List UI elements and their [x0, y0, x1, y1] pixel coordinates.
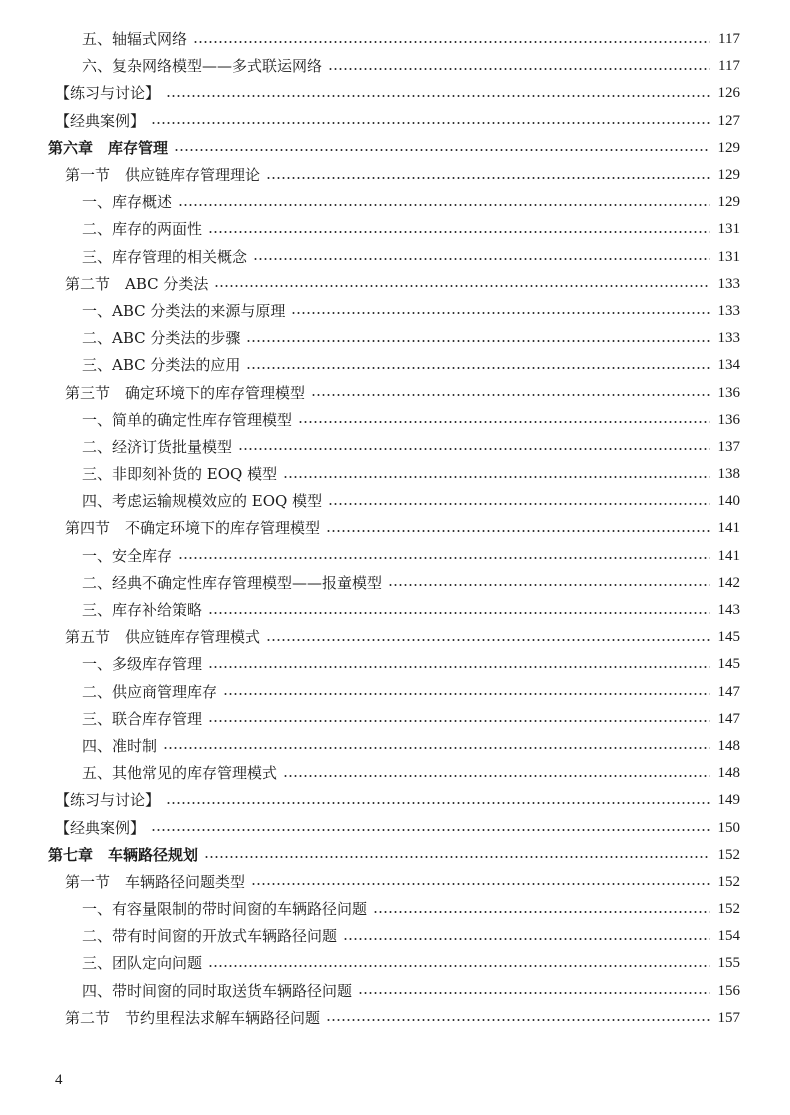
- dot-leader: [283, 775, 710, 777]
- toc-subsection: [0, 189, 790, 216]
- toc-subsection: [0, 434, 790, 461]
- toc-entry-title: 第二节 节约里程法求解车辆路径问题: [65, 1008, 321, 1027]
- dot-leader: [358, 992, 710, 994]
- dot-leader: [223, 693, 710, 695]
- toc-entry-title: 一、简单的确定性库存管理模型: [82, 410, 293, 429]
- dot-leader: [208, 231, 710, 233]
- toc-subsection: [0, 53, 790, 80]
- toc-entry-title: 第六章 库存管理: [48, 138, 169, 157]
- dot-leader: [266, 639, 710, 641]
- dot-leader: [251, 883, 710, 885]
- table-of-contents: [0, 26, 790, 1032]
- dot-leader: [328, 68, 710, 70]
- toc-entry-page: 133: [717, 330, 740, 347]
- toc-section: [0, 624, 790, 651]
- toc-entry-title: 第七章 车辆路径规划: [48, 845, 199, 864]
- toc-entry-page: 152: [717, 901, 740, 918]
- toc-section: [0, 379, 790, 406]
- toc-subsection: [0, 325, 790, 352]
- dot-leader: [193, 41, 710, 43]
- toc-entry-title: 一、库存概述: [82, 193, 173, 212]
- toc-entry-page: 152: [717, 846, 740, 863]
- toc-entry-title: 第五节 供应链库存管理模式: [65, 628, 261, 647]
- toc-section: [0, 1005, 790, 1032]
- toc-entry-page: 129: [717, 194, 740, 211]
- dot-leader: [208, 965, 710, 967]
- dot-leader: [266, 177, 710, 179]
- toc-entry-title: 第一节 供应链库存管理理论: [65, 166, 261, 185]
- toc-entry-page: 157: [717, 1009, 740, 1026]
- dot-leader: [253, 258, 710, 260]
- toc-section: [0, 515, 790, 542]
- toc-entry-page: 142: [717, 574, 740, 591]
- toc-subsection: [0, 407, 790, 434]
- dot-leader: [343, 938, 710, 940]
- toc-entry-title: 三、团队定向问题: [82, 954, 203, 973]
- toc-subsection: [0, 896, 790, 923]
- toc-entry-page: 145: [717, 629, 740, 646]
- toc-subsection: [0, 488, 790, 515]
- toc-entry-title: 五、轴辐式网络: [82, 30, 188, 49]
- toc-subsection: [0, 26, 790, 53]
- dot-leader: [388, 584, 710, 586]
- toc-entry-page: 148: [717, 737, 740, 754]
- toc-extra: [0, 814, 790, 841]
- toc-entry-title: 【经典案例】: [55, 818, 146, 837]
- toc-subsection: [0, 706, 790, 733]
- toc-entry-title: 三、ABC 分类法的应用: [82, 356, 241, 375]
- toc-entry-page: 147: [717, 710, 740, 727]
- toc-entry-title: 三、联合库存管理: [82, 709, 203, 728]
- toc-entry-title: 五、其他常见的库存管理模式: [82, 764, 278, 783]
- dot-leader: [326, 530, 710, 532]
- toc-section: [0, 162, 790, 189]
- dot-leader: [208, 720, 710, 722]
- toc-entry-title: 【经典案例】: [55, 111, 146, 130]
- toc-subsection: [0, 923, 790, 950]
- toc-entry-title: 第一节 车辆路径问题类型: [65, 872, 246, 891]
- toc-entry-title: 第三节 确定环境下的库存管理模型: [65, 383, 306, 402]
- toc-entry-page: 117: [718, 58, 740, 75]
- toc-entry-page: 131: [717, 248, 740, 265]
- toc-entry-page: 156: [717, 982, 740, 999]
- dot-leader: [373, 911, 710, 913]
- toc-entry-page: 133: [717, 302, 740, 319]
- toc-entry-title: 第二节 ABC 分类法: [65, 274, 209, 293]
- toc-entry-title: 三、库存管理的相关概念: [82, 247, 248, 266]
- toc-subsection: [0, 244, 790, 271]
- toc-entry-page: 147: [717, 683, 740, 700]
- toc-entry-page: 145: [717, 656, 740, 673]
- toc-subsection: [0, 733, 790, 760]
- toc-entry-page: 143: [717, 602, 740, 619]
- toc-entry-title: 一、多级库存管理: [82, 655, 203, 674]
- toc-entry-title: 四、考虑运输规模效应的 EOQ 模型: [82, 492, 323, 511]
- toc-chapter: [0, 135, 790, 162]
- toc-entry-page: 148: [717, 765, 740, 782]
- dot-leader: [246, 340, 710, 342]
- toc-subsection: [0, 216, 790, 243]
- toc-entry-page: 154: [717, 928, 740, 945]
- toc-subsection: [0, 461, 790, 488]
- toc-entry-page: 129: [717, 139, 740, 156]
- toc-entry-page: 134: [717, 357, 740, 374]
- toc-entry-page: 141: [717, 520, 740, 537]
- toc-subsection: [0, 597, 790, 624]
- dot-leader: [208, 666, 710, 668]
- dot-leader: [204, 856, 710, 858]
- toc-entry-title: 二、带有时间窗的开放式车辆路径问题: [82, 927, 338, 946]
- toc-entry-page: 155: [717, 955, 740, 972]
- toc-entry-title: 【练习与讨论】: [55, 791, 161, 810]
- toc-entry-title: 六、复杂网络模型——多式联运网络: [82, 57, 323, 76]
- page-number: 4: [55, 1072, 63, 1088]
- toc-subsection: [0, 978, 790, 1005]
- dot-leader: [246, 367, 710, 369]
- dot-leader: [151, 122, 710, 124]
- toc-subsection: [0, 679, 790, 706]
- toc-entry-title: 第四节 不确定环境下的库存管理模型: [65, 519, 321, 538]
- toc-subsection: [0, 651, 790, 678]
- toc-entry-page: 149: [717, 792, 740, 809]
- toc-entry-page: 127: [717, 112, 740, 129]
- dot-leader: [151, 829, 710, 831]
- toc-entry-title: 二、库存的两面性: [82, 220, 203, 239]
- toc-entry-title: 二、ABC 分类法的步骤: [82, 329, 241, 348]
- toc-entry-title: 一、有容量限制的带时间窗的车辆路径问题: [82, 900, 368, 919]
- toc-entry-title: 三、非即刻补货的 EOQ 模型: [82, 465, 278, 484]
- toc-entry-title: 四、带时间窗的同时取送货车辆路径问题: [82, 981, 353, 1000]
- dot-leader: [311, 394, 710, 396]
- toc-entry-page: 138: [717, 466, 740, 483]
- toc-section: [0, 271, 790, 298]
- toc-subsection: [0, 950, 790, 977]
- toc-entry-title: 四、准时制: [82, 736, 158, 755]
- dot-leader: [298, 421, 710, 423]
- toc-section: [0, 869, 790, 896]
- dot-leader: [166, 802, 710, 804]
- toc-entry-page: 152: [717, 873, 740, 890]
- dot-leader: [283, 476, 710, 478]
- toc-subsection: [0, 570, 790, 597]
- dot-leader: [291, 312, 710, 314]
- toc-entry-page: 140: [717, 493, 740, 510]
- toc-entry-title: 二、经典不确定性库存管理模型——报童模型: [82, 573, 383, 592]
- dot-leader: [328, 503, 710, 505]
- dot-leader: [238, 448, 710, 450]
- toc-entry-title: 一、安全库存: [82, 546, 173, 565]
- dot-leader: [163, 747, 710, 749]
- toc-entry-title: 【练习与讨论】: [55, 84, 161, 103]
- toc-entry-page: 136: [717, 384, 740, 401]
- toc-entry-page: 131: [717, 221, 740, 238]
- toc-entry-page: 136: [717, 411, 740, 428]
- toc-entry-title: 三、库存补给策略: [82, 601, 203, 620]
- dot-leader: [178, 557, 710, 559]
- toc-entry-page: 133: [717, 275, 740, 292]
- toc-extra: [0, 80, 790, 107]
- toc-subsection: [0, 352, 790, 379]
- toc-chapter: [0, 842, 790, 869]
- toc-entry-page: 150: [717, 819, 740, 836]
- dot-leader: [174, 149, 710, 151]
- toc-entry-page: 129: [717, 167, 740, 184]
- toc-entry-page: 117: [718, 31, 740, 48]
- toc-extra: [0, 108, 790, 135]
- toc-entry-page: 141: [717, 547, 740, 564]
- toc-entry-title: 二、供应商管理库存: [82, 682, 218, 701]
- toc-entry-title: 一、ABC 分类法的来源与原理: [82, 301, 286, 320]
- toc-entry-page: 126: [717, 85, 740, 102]
- toc-entry-page: 137: [717, 438, 740, 455]
- toc-entry-title: 二、经济订货批量模型: [82, 437, 233, 456]
- toc-subsection: [0, 543, 790, 570]
- dot-leader: [326, 1019, 710, 1021]
- toc-extra: [0, 787, 790, 814]
- dot-leader: [166, 95, 710, 97]
- dot-leader: [208, 612, 710, 614]
- dot-leader: [178, 204, 710, 206]
- toc-subsection: [0, 298, 790, 325]
- dot-leader: [214, 285, 710, 287]
- toc-subsection: [0, 760, 790, 787]
